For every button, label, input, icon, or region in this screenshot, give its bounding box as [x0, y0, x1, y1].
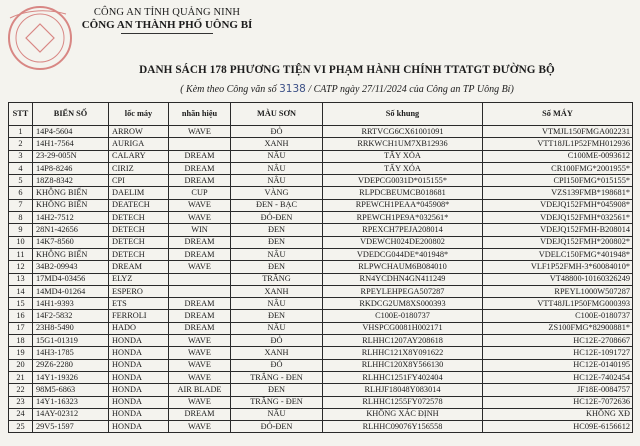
cell-model: WAVE: [169, 126, 231, 138]
cell-stt: 15: [9, 298, 33, 310]
cell-model: WAVE: [169, 371, 231, 383]
cell-plate: 29V5-1597: [33, 421, 109, 433]
table-row: [9, 224, 633, 236]
cell-frame-number: RLHJF18048Y083014: [323, 384, 483, 396]
table-row: [9, 187, 633, 199]
cell-frame-number: RPEYLEHPEGA507287: [323, 285, 483, 297]
cell-frame-number: RRTVCG6CX61001091: [323, 126, 483, 138]
cell-plate: 14P4-5604: [33, 126, 109, 138]
cell-stt: 22: [9, 384, 33, 396]
cell-engine-number: VDEJQ152FMH-B208014: [483, 224, 633, 236]
cell-plate: 14H1-7564: [33, 138, 109, 150]
cell-engine-brand: HONDA: [109, 347, 169, 359]
issuing-agency: [52, 6, 282, 34]
cell-model: WAVE: [169, 359, 231, 371]
cell-stt: 2: [9, 138, 33, 150]
cell-stt: 23: [9, 396, 33, 408]
cell-plate: 98M5-6863: [33, 384, 109, 396]
cell-model: DREAM: [169, 150, 231, 162]
cell-color: NÂU: [231, 175, 323, 187]
cell-model: WAVE: [169, 396, 231, 408]
document-title: DANH SÁCH 178 PHƯƠNG TIỆN VI PHẠM HÀNH CHÍNH TTATGT ĐƯỜNG BỘ: [139, 64, 555, 76]
cell-plate: 17MD4-03456: [33, 273, 109, 285]
cell-color: TRẮNG: [231, 273, 323, 285]
cell-model: WAVE: [169, 421, 231, 433]
cell-color: NÂU: [231, 248, 323, 260]
cell-stt: 24: [9, 408, 33, 420]
cell-frame-number: RLHHC1255FY072578: [323, 396, 483, 408]
cell-engine-number: HC12E-7072636: [483, 396, 633, 408]
cell-engine-brand: DAELIM: [109, 187, 169, 199]
cell-engine-brand: DETECH: [109, 236, 169, 248]
cell-engine-brand: ESPERO: [109, 285, 169, 297]
cell-engine-number: VDEJQ152FMH*032561*: [483, 212, 633, 224]
cell-engine-number: KHÔNG XĐ: [483, 408, 633, 420]
cell-model: DREAM: [169, 310, 231, 322]
cell-color: XANH: [231, 138, 323, 150]
cell-color: ĐEN: [231, 236, 323, 248]
cell-engine-brand: ETS: [109, 298, 169, 310]
agency-name: CÔNG AN THÀNH PHỐ UÔNG BÍ: [81, 19, 253, 31]
cell-stt: 8: [9, 212, 33, 224]
cell-stt: 25: [9, 421, 33, 433]
cell-plate: 29Z6-2280: [33, 359, 109, 371]
cell-engine-number: C100E-0180737: [483, 310, 633, 322]
cell-color: NÂU: [231, 322, 323, 334]
cell-engine-number: VTT48JL1P50FMG000393: [483, 298, 633, 310]
cell-engine-brand: FERROLI: [109, 310, 169, 322]
cell-model: AIR BLADE: [169, 384, 231, 396]
cell-engine-brand: DETECH: [109, 248, 169, 260]
cell-frame-number: TẨY XÓA: [323, 162, 483, 174]
cell-stt: 16: [9, 310, 33, 322]
cell-color: VÀNG: [231, 187, 323, 199]
cell-model: WAVE: [169, 212, 231, 224]
cell-color: ĐỎ: [231, 335, 323, 347]
cell-color: NÂU: [231, 162, 323, 174]
cell-plate: 14P8-8246: [33, 162, 109, 174]
cell-stt: 14: [9, 285, 33, 297]
agency-parent: CÔNG AN TỈNH QUẢNG NINH: [93, 7, 241, 18]
cell-plate: 15G1-01319: [33, 335, 109, 347]
cell-engine-number: VDEJQ152FMH*045908*: [483, 199, 633, 211]
table-row: [9, 310, 633, 322]
cell-engine-brand: ARROW: [109, 126, 169, 138]
cell-color: ĐEN - BẠC: [231, 199, 323, 211]
table-row: [9, 212, 633, 224]
cell-stt: 18: [9, 335, 33, 347]
cell-engine-brand: HADO: [109, 322, 169, 334]
cell-engine-brand: CALARY: [109, 150, 169, 162]
table-row: [9, 175, 633, 187]
table-row: [9, 285, 633, 297]
cell-model: [169, 138, 231, 150]
cell-stt: 3: [9, 150, 33, 162]
cell-plate: 34B2-09943: [33, 261, 109, 273]
table-row: [9, 199, 633, 211]
cell-engine-number: HC09E-6156612: [483, 421, 633, 433]
cell-engine-brand: DETECH: [109, 212, 169, 224]
cell-frame-number: TẨY XÓA: [323, 150, 483, 162]
cell-plate: KHÔNG BIỂN: [33, 187, 109, 199]
cell-engine-brand: CIRIZ: [109, 162, 169, 174]
cell-model: DREAM: [169, 162, 231, 174]
cell-frame-number: RLHHC1251FY402404: [323, 371, 483, 383]
cell-color: ĐEN: [231, 224, 323, 236]
table-row: [9, 126, 633, 138]
cell-plate: 23-29-005N: [33, 150, 109, 162]
cell-frame-number: RPEXCH7PEJA208014: [323, 224, 483, 236]
cell-engine-number: CPI150FMG*015155*: [483, 175, 633, 187]
cell-stt: 21: [9, 371, 33, 383]
cell-model: DREAM: [169, 236, 231, 248]
handwritten-dispatch-number: 3138: [279, 83, 306, 95]
cell-frame-number: RPEWCH1PEAA*045908*: [323, 199, 483, 211]
cell-engine-number: VDEJQ152FMH*200802*: [483, 236, 633, 248]
cell-engine-brand: ELYZ: [109, 273, 169, 285]
col-header-frame-number: Số khung: [323, 103, 483, 126]
table-row: [9, 371, 633, 383]
cell-engine-number: CR100FMG*2001955*: [483, 162, 633, 174]
cell-model: WAVE: [169, 347, 231, 359]
table-row: [9, 408, 633, 420]
table-row: [9, 347, 633, 359]
table-row: [9, 162, 633, 174]
cell-engine-number: VDELC150FMG*401948*: [483, 248, 633, 260]
cell-model: DREAM: [169, 175, 231, 187]
cell-engine-brand: DREAM: [109, 261, 169, 273]
cell-stt: 13: [9, 273, 33, 285]
cell-model: DREAM: [169, 408, 231, 420]
table-row: [9, 421, 633, 433]
cell-plate: 14MD4-01264: [33, 285, 109, 297]
cell-plate: 14AY-02312: [33, 408, 109, 420]
table-header-row: [9, 103, 633, 126]
cell-model: WAVE: [169, 199, 231, 211]
col-header-color: MÀU SƠN: [231, 103, 323, 126]
cell-color: ĐEN: [231, 384, 323, 396]
cell-frame-number: KHÔNG XÁC ĐỊNH: [323, 408, 483, 420]
col-header-model: nhãn hiệu: [169, 103, 231, 126]
cell-engine-brand: HONDA: [109, 371, 169, 383]
cell-frame-number: RRKWCH1UM7XB12936: [323, 138, 483, 150]
cell-frame-number: VDEWCH024DE200802: [323, 236, 483, 248]
cell-stt: 9: [9, 224, 33, 236]
col-header-engine-brand: lốc máy: [109, 103, 169, 126]
cell-stt: 7: [9, 199, 33, 211]
table-row: [9, 273, 633, 285]
cell-model: DREAM: [169, 322, 231, 334]
cell-engine-number: HC12E-2708667: [483, 335, 633, 347]
cell-color: NÂU: [231, 298, 323, 310]
cell-color: XANH: [231, 285, 323, 297]
cell-model: DREAM: [169, 298, 231, 310]
cell-engine-brand: CPI: [109, 175, 169, 187]
cell-color: NÂU: [231, 150, 323, 162]
cell-plate: KHÔNG BIỂN: [33, 248, 109, 260]
cell-stt: 6: [9, 187, 33, 199]
col-header-engine-number: Số MÁY: [483, 103, 633, 126]
agency-underline: [121, 33, 213, 34]
table-row: [9, 335, 633, 347]
cell-engine-brand: HONDA: [109, 335, 169, 347]
cell-color: ĐEN: [231, 310, 323, 322]
table-row: [9, 322, 633, 334]
cell-frame-number: RLHHC1207AY208618: [323, 335, 483, 347]
cell-color: ĐỎ-ĐEN: [231, 421, 323, 433]
cell-engine-number: VT48800-10160326249: [483, 273, 633, 285]
cell-frame-number: RLPDCBEUMCB018681: [323, 187, 483, 199]
col-header-stt: STT: [9, 103, 33, 126]
cell-frame-number: C100E-0180737: [323, 310, 483, 322]
cell-engine-number: VTMJL150FMGA002231: [483, 126, 633, 138]
cell-plate: 14Y1-16323: [33, 396, 109, 408]
cell-stt: 11: [9, 248, 33, 260]
cell-color: TRẮNG - ĐEN: [231, 396, 323, 408]
cell-color: ĐỎ: [231, 126, 323, 138]
cell-engine-number: C100ME-0093612: [483, 150, 633, 162]
cell-engine-number: ZS100FMG*82900881*: [483, 322, 633, 334]
cell-engine-number: HC12E-0140195: [483, 359, 633, 371]
cell-stt: 12: [9, 261, 33, 273]
cell-plate: 14H3-1785: [33, 347, 109, 359]
table-row: [9, 138, 633, 150]
cell-frame-number: RLPWCHAUM6B084010: [323, 261, 483, 273]
cell-plate: 14H2-7512: [33, 212, 109, 224]
cell-model: [169, 285, 231, 297]
cell-plate: 14H1-9393: [33, 298, 109, 310]
cell-engine-brand: HONDA: [109, 384, 169, 396]
cell-engine-brand: HONDA: [109, 359, 169, 371]
cell-model: CUP: [169, 187, 231, 199]
cell-stt: 1: [9, 126, 33, 138]
cell-frame-number: RPEWCH1PE9A*032561*: [323, 212, 483, 224]
cell-stt: 20: [9, 359, 33, 371]
cell-plate: 14F2-5832: [33, 310, 109, 322]
cell-stt: 19: [9, 347, 33, 359]
cell-frame-number: RN4YCDHN4GN411249: [323, 273, 483, 285]
table-row: [9, 236, 633, 248]
table-row: [9, 261, 633, 273]
cell-frame-number: RLHHC121X8Y091622: [323, 347, 483, 359]
cell-engine-number: RPEYL1000W507287: [483, 285, 633, 297]
cell-frame-number: VHSPCG0081H002171: [323, 322, 483, 334]
cell-color: NÂU: [231, 408, 323, 420]
cell-engine-number: JF18E-0084757: [483, 384, 633, 396]
cell-frame-number: RKDCG2UM8XS000393: [323, 298, 483, 310]
table-row: [9, 384, 633, 396]
cell-frame-number: VDEDCG044DE*401948*: [323, 248, 483, 260]
cell-stt: 10: [9, 236, 33, 248]
cell-engine-brand: DETECH: [109, 224, 169, 236]
cell-model: [169, 273, 231, 285]
table-row: [9, 359, 633, 371]
table-row: [9, 248, 633, 260]
col-header-plate: BIỂN SỐ: [33, 103, 109, 126]
cell-engine-brand: AURIGA: [109, 138, 169, 150]
cell-engine-brand: HONDA: [109, 396, 169, 408]
cell-plate: KHÔNG BIỂN: [33, 199, 109, 211]
table-row: [9, 298, 633, 310]
cell-plate: 18Z8-8342: [33, 175, 109, 187]
cell-engine-number: VLF1P52FMH-3*60084010*: [483, 261, 633, 273]
cell-stt: 17: [9, 322, 33, 334]
cell-frame-number: RLHHC120X8Y566130: [323, 359, 483, 371]
cell-plate: 14K7-8560: [33, 236, 109, 248]
cell-engine-number: VTT18JL1P52FMH012936: [483, 138, 633, 150]
cell-engine-number: HC12E-1091727: [483, 347, 633, 359]
cell-model: WAVE: [169, 261, 231, 273]
cell-plate: 23H8-5490: [33, 322, 109, 334]
cell-plate: 28N1-42656: [33, 224, 109, 236]
table-row: [9, 396, 633, 408]
table-row: [9, 150, 633, 162]
cell-plate: 14Y1-19326: [33, 371, 109, 383]
cell-engine-number: VZS139FMB*198681*: [483, 187, 633, 199]
cell-color: ĐEN: [231, 261, 323, 273]
cell-model: WAVE: [169, 335, 231, 347]
subtitle-prefix: ( Kèm theo Công văn số: [180, 84, 277, 95]
cell-engine-number: HC12E-7402454: [483, 371, 633, 383]
cell-engine-brand: HONDA: [109, 408, 169, 420]
cell-color: ĐỎ-ĐEN: [231, 212, 323, 224]
cell-stt: 4: [9, 162, 33, 174]
subtitle-suffix: / CATP ngày 27/11/2024 của Công an TP Uông Bí): [308, 84, 514, 95]
cell-color: XANH: [231, 347, 323, 359]
cell-engine-brand: DEATECH: [109, 199, 169, 211]
cell-color: TRẮNG - ĐEN: [231, 371, 323, 383]
document-subtitle: [112, 83, 582, 95]
cell-stt: 5: [9, 175, 33, 187]
cell-engine-brand: HONDA: [109, 421, 169, 433]
violation-vehicle-table: [8, 102, 633, 433]
cell-color: ĐỎ: [231, 359, 323, 371]
cell-frame-number: RLHHC09076Y156558: [323, 421, 483, 433]
cell-frame-number: VDEPCG0031D*015155*: [323, 175, 483, 187]
cell-model: WIN: [169, 224, 231, 236]
cell-model: DREAM: [169, 248, 231, 260]
